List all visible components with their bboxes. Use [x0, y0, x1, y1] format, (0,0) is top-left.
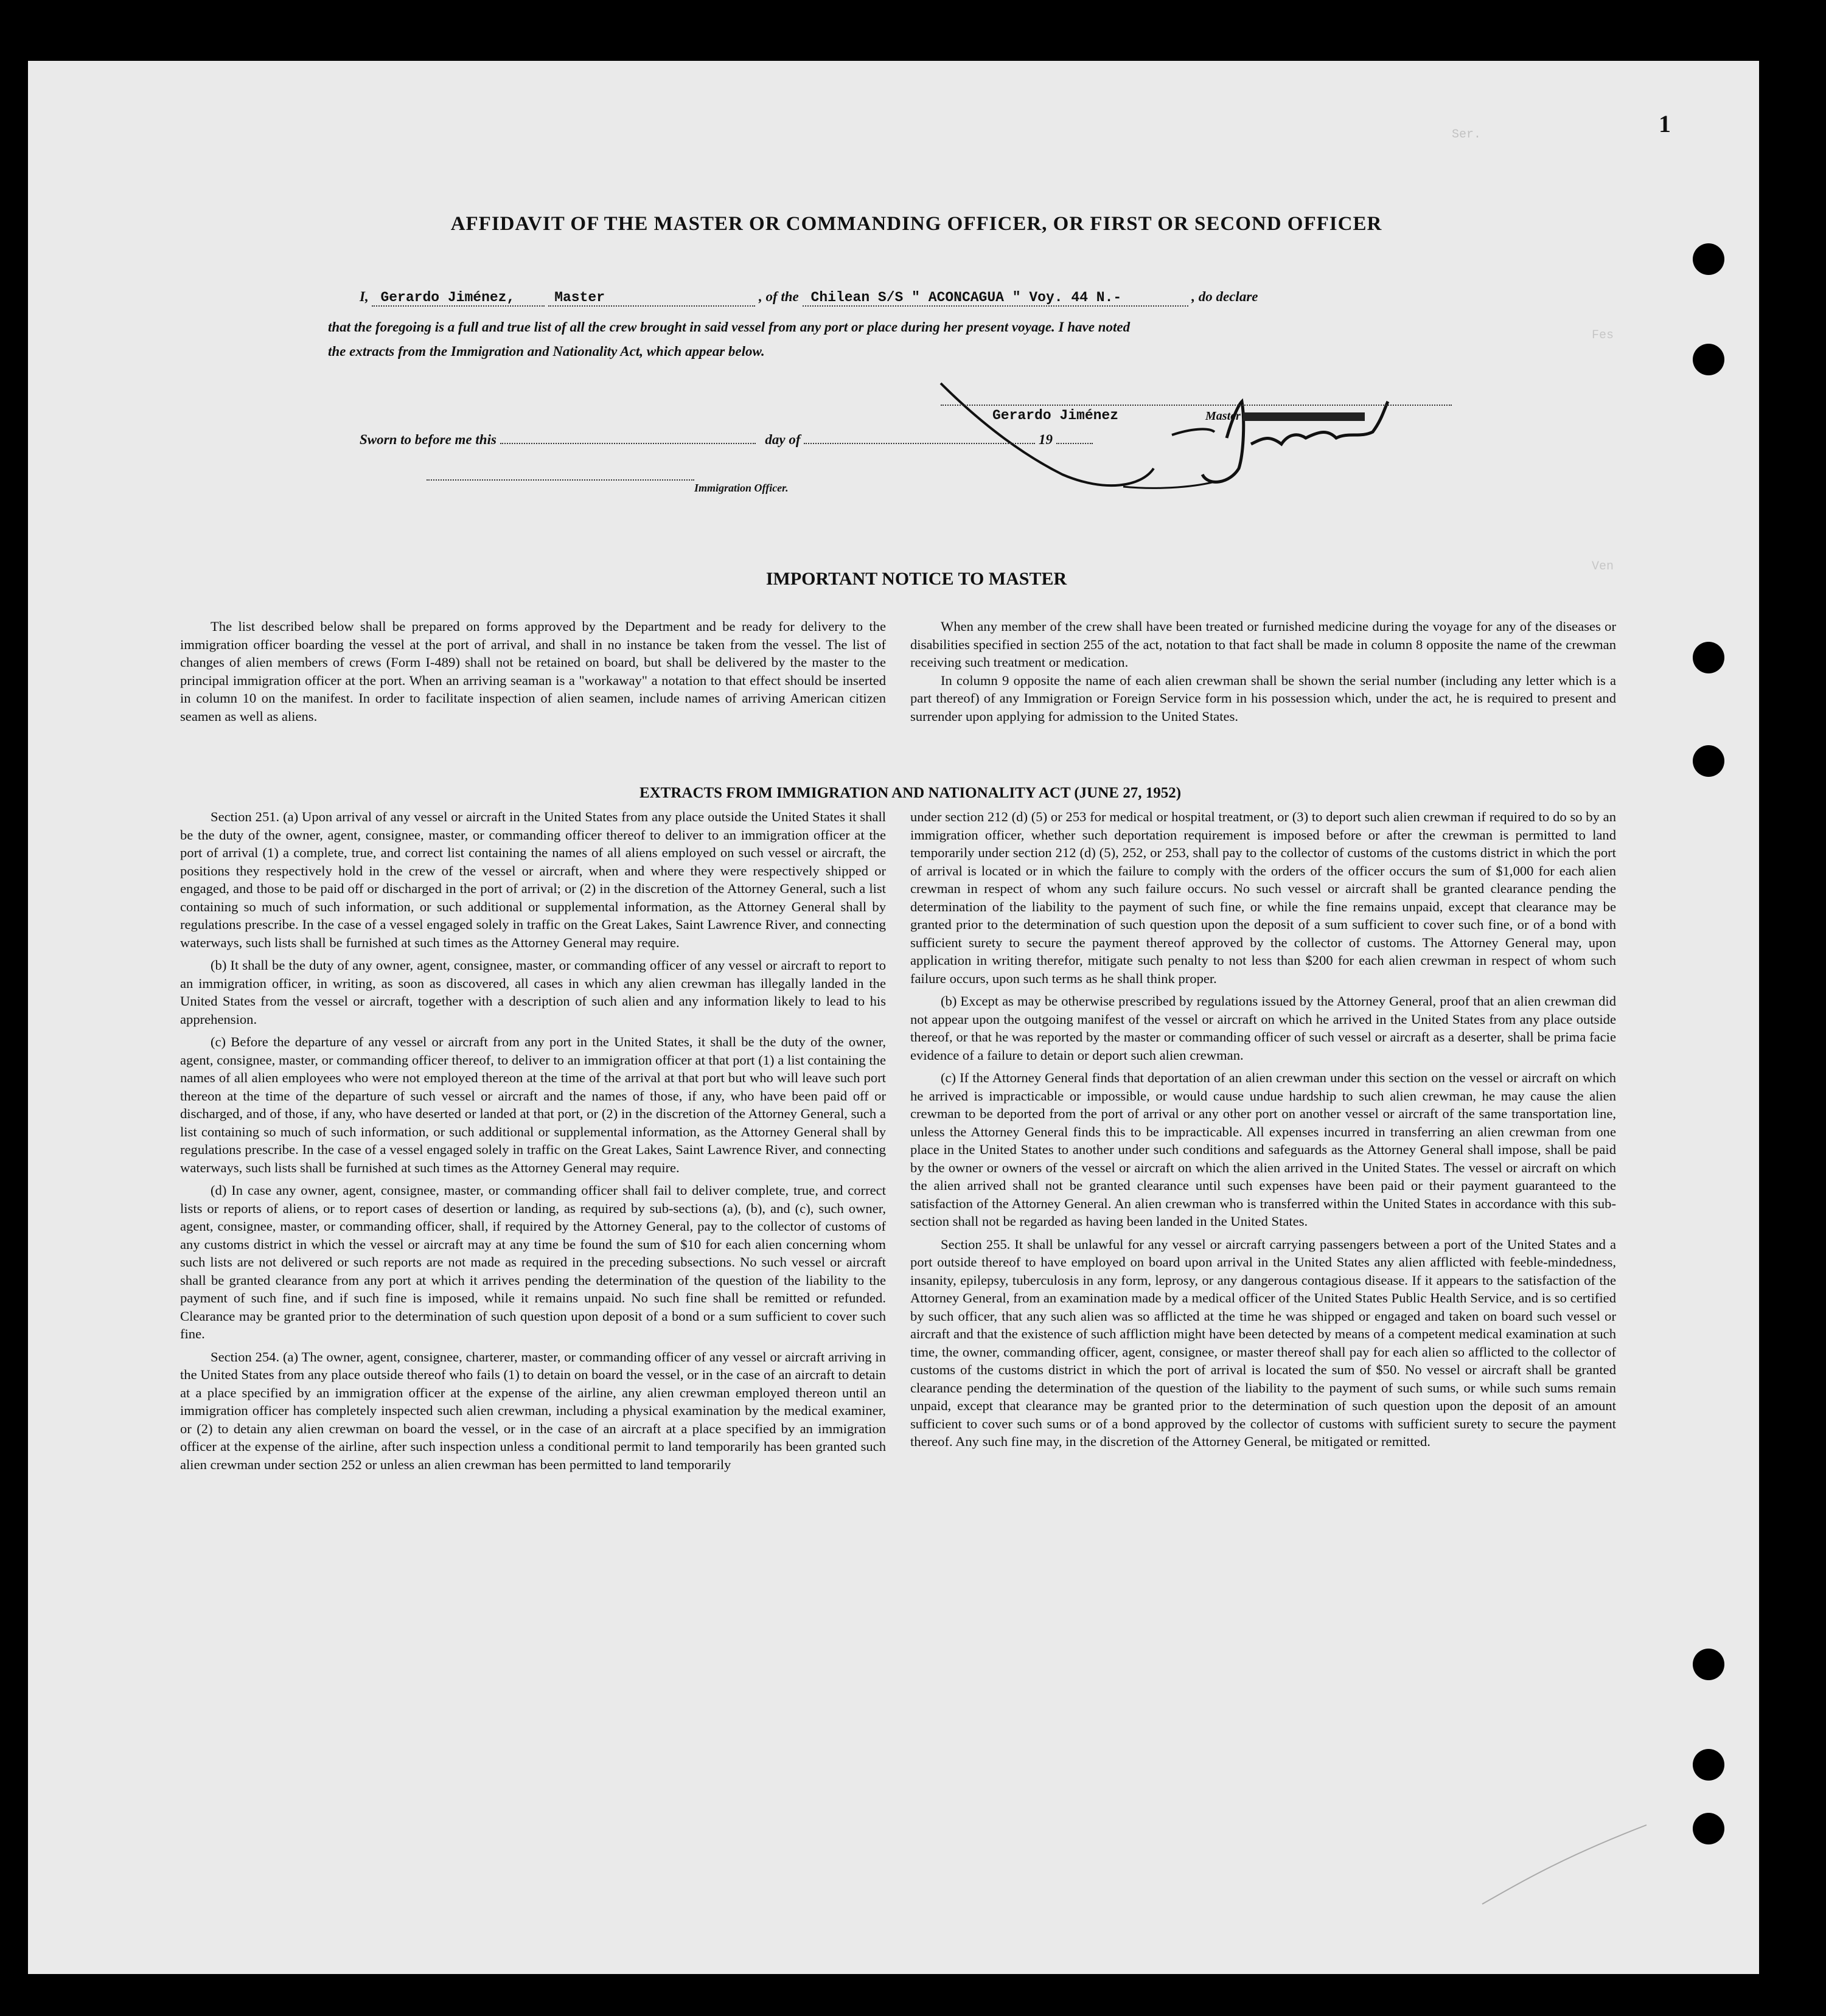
left-paragraph: (c) Before the departure of any vessel or aircraft from any port in the United States, it shall be the duty of the owner, agent, consignee, master, or commanding officer thereof, to deliver to an immigration officer at that port (1) a list containing the names of all alien employees who were not employed thereon at the time of the arrival at that port but who will leave such port thereon at the time of the departure of such vessel or aircraft and the names of those, if any, who have been paid off or discharged, and of those, if any, who have deserted or landed at that port, or (2) in the discretion of the Attorney General, such a list containing so much of such information, or such additional or supplemental information, as the Attorney General shall by regulations prescribe. In the case of a vessel engaged solely in traffic on the Great Lakes, Saint Lawrence River, and connecting waterways, such lists shall be furnished at such times as the Attorney General may require. — [180, 1034, 886, 1175]
punch-hole — [1693, 1813, 1724, 1844]
document-page: Ser. Fes Ven 1 AFFIDAVIT OF THE MASTER OR COMMANDING OFFICER, OR FIRST OR SECOND OFFICER I, Gerardo Jiménez, Master , of the Chilean S/S " ACONCAGUA " Voy. 44 N.- , do declare that the foregoing is a full and true list of all the crew brought in said vessel from any port or place during her present voyage. I have noted the extracts from the Immigration and Nationality Act, which appear below. Gerardo Jiménez Master Sworn to before me this day of 19 Immigration Officer. IMPORTANT NOTICE TO MASTER The list described below shall be prepared on forms approved by the Department and be ready for delivery to the immigration officer boarding the vessel at the port of arrival, and shall in no instance be taken from the vessel. The list of changes of alien members of crews (Form I-489) shall not be retained on board, but shall be delivered by the master to the principal immigration officer at the port. When an arriving seaman is a "workaway" a notation to that effect should be inserted in column 10 on the manifest. In order to facilitate inspection of alien seamen, include names of arriving American citizen seamen as well as aliens. When any member of the crew shall have been treated or furnished medicine during the voyage for any of the diseases or disabilities specified in section 255 of the act, notation to that fact shall be made in column 8 opposite the name of the crewman receiving such treatment or medication. In column 9 opposite the name of each alien crewman shall be shown the serial number (including any letter which is a part thereof) of any Immigration or Foreign Service form in his possession which, under the act, he is required to present and surrender upon applying for admission to the United States. EXTRACTS FROM IMMIGRATION AND NATIONALITY ACT (JUNE 27, 1952) Section 251. (a) Upon arrival of any vessel or aircraft in the United States from any place outside the United States it shall be the duty of the owner, agent, consignee, master, or commanding officer thereof to deliver to an immigration officer at the port of arrival (1) a complete, true, and correct list containing the names of all aliens employed on such vessel or aircraft, the positions they respectively hold in the crew of the vessel or aircraft, when and where they were respectively shipped or engaged, and those to be paid off or discharged in the port of arrival; or (2) in the discretion of the Attorney General, such a list containing so much of such information, or such additional or supplemental information, as the Attorney General shall by regulations prescribe. In the case of a vessel engaged solely in traffic on the Great Lakes, Saint Lawrence River, and connecting waterways, such lists shall be furnished at such times as the Attorney General may require. (b) It shall be the duty of any owner, agent, consignee, master, or commanding officer of any vessel or aircraft to report to an immigration officer, in writing, as soon as discovered, all cases in which any alien crewman has illegally landed in the United States from the vessel or aircraft, together with a description of such alien and any information likely to lead to his apprehension. (c) Before the departure of any vessel or aircraft from any port in the United States, it shall be the duty of the owner, agent, consignee, master, or commanding officer thereof, to deliver to an immigration officer at that port (1) a list containing the names of all alien employees who were not employed thereon at the time of the arrival at that port but who will leave such port thereon at the time of the departure of such vessel or aircraft and the names of those, if any, who have been paid off or discharged, and of those, if any, who have deserted or landed at that port, or (2) in the discretion of the Attorney General, such a list containing so much of such information, or such additional or supplemental information, as the Attorney General shall by regulations prescribe. In the case of a vessel engaged solely in traffic on the Great Lakes, Saint Lawrence River, and connecting waterways, such lists shall be furnished at such times as the Attorney General may require. (d) In case any owner, agent, consignee, master, or commanding officer shall fail to deliver complete, true, and correct lists or reports of aliens, or to report cases of desertion or landing, as required by sub-sections (a), (b), and (c), such owner, agent, consignee, master, or commanding officer, shall, if required by the Attorney General, pay to the collector of customs of any customs district in which the vessel or aircraft may at any time be found the sum of $10 for each alien concerning whom such lists are not delivered or such reports are not made as required in the preceding subsections. No such vessel or aircraft shall be granted clearance from any port at which it arrives pending the determination of the question of the liability to the payment of such fine, and if such fine is imposed, while it remains unpaid. No such fine shall be remitted or refunded. Clearance may be granted prior to the determination of such question upon deposit of a bond or a sum sufficient to cover such fine. Section 254. (a) The owner, agent, consignee, charterer, master, or commanding officer of any vessel or aircraft arriving in the United States from any place outside thereof who fails (1) to detain on board the vessel, or in the case of an aircraft to detain at a place specified by an immigration officer at the expense of the airline, any alien crewman employed thereon until an immigration officer has completely inspected such alien crewman, including a physical examination by the medical examiner, or (2) to detain any alien crewman on board the vessel, or in the case of an aircraft at a place specified by an immigration officer at the expense of the airline, after such inspection unless a conditional permit to land temporarily has been granted such alien crewman under section 252 or unless an alien crewman has been permitted to land temporarily under section 212 (d) (5) or 253 for medical or hospital treatment, or (3) to deport such alien crewman if required to do so by an immigration officer, whether such deportation requirement is imposed before or after the crewman is permitted to land temporarily under section 212 (d) (5), 252, or 253, shall pay to the collector of customs of the customs district in which the port of arrival is located or in which the failure to comply with the orders of the officer occurs the sum of $1,000 for each alien crewman in respect of whom any such failure occurs. No such vessel or aircraft shall be granted clearance pending the determination of the liability to the payment of such fine, or while the fine remains unpaid, except that clearance may be granted prior to the determination of such question upon the deposit of a sum sufficient to cover such fine, or of a bond with sufficient surety to secure the payment thereof approved by the collector of customs. The Attorney General may, upon application in writing therefor, mitigate such penalty to not less than $200 for each alien crewman in respect of whom such failure occurs, upon such terms as he shall think proper. (b) Except as may be otherwise prescribed by regulations issued by the Attorney General, proof that an alien crewman did not appear upon the outgoing manifest of the vessel or aircraft on which he arrived in the United States from any place outside thereof, or that he was reported by the master or commanding officer of such vessel or aircraft as a deserter, shall be prima facie evidence of a failure to detain or deport such alien crewman. (c) If the Attorney General finds that deportation of an alien crewman under this section on the vessel or aircraft on which he arrived is impracticable or impossible, or would cause undue hardship to such alien crewman, he may cause the alien crewman to be deported from the port of arrival or any other port on another vessel or aircraft of the same transportation line, unless the Attorney General finds this to be impracticable. All expenses incurred in transferring an alien crewman from one place in the United States to another under such conditions and safeguards as the Attorney General shall impose, shall be paid by the owner or owners of the vessel or aircraft on which the alien arrived in the United States. The vessel or aircraft on which the alien arrived shall not be granted clearance until such expenses have been paid or their payment guaranteed to the satisfaction of the Attorney General. An alien crewman who is transferred within the United States in accordance with this sub-section shall not be regarded as having been landed in the United States. Section 255. It shall be unlawful for any vessel or aircraft carrying passengers between a port of the United States and a port outside thereof to have employed on board upon arrival in the United States any alien afflicted with feeble-mindedness, insanity, epilepsy, tuberculosis in any form, leprosy, or any dangerous contagious disease. If it appears to the satisfaction of the Attorney General, from an examination made by a medical officer of the United States Public Health Service, and is so certified by such officer, that any such alien was so afflicted at the time he was shipped or engaged and taken on board such vessel or aircraft and that the existence of such affliction might have been detected by means of a competent medical examination at such time, the owner, commanding officer, agent, consignee, or master thereof shall pay for each alien so afflicted to the collector of customs of the customs district in which the port of arrival is located the sum of $50. No vessel or aircraft shall be granted clearance pending the determination of the question of the liability to the payment of such sums, or while such sums remain unpaid, except that clearance may be granted prior to the determination of such question upon the deposit of an amount sufficient to cover such sums or of a bond approved by the collector of customs with sufficient surety to secure the payment thereof. Any such fine may, in the discretion of the Attorney General, be mitigated or remitted. — [28, 61, 1759, 1974]
corner-mark: 1 — [1659, 110, 1671, 137]
notice-right — [910, 617, 1616, 725]
right-column — [910, 808, 1616, 1451]
vessel-value: Chilean S/S " ACONCAGUA " Voy. 44 N.- — [810, 290, 1122, 305]
notice-left — [180, 617, 886, 725]
sworn-line — [360, 432, 1093, 448]
page-title: AFFIDAVIT OF THE MASTER OR COMMANDING OFFICER, OR FIRST OR SECOND OFFICER — [450, 213, 1382, 235]
right-paragraph: Section 255. It shall be unlawful for any vessel or aircraft carrying passengers between a port of the United States and a port outside thereof to have employed on board upon arrival in the United States any alien afflicted with feeble-mindedness, insanity, epilepsy, tuberculosis in any form, leprosy, or any dangerous contagious disease. If it appears to the satisfaction of the Attorney General, from an examination made by a medical officer of the United States Public Health Service, and is so certified by such officer, that any such alien was so afflicted at the time he was shipped or engaged and taken on board such vessel or aircraft and that the existence of such affliction might have been detected by means of a competent medical examination at such time, the owner, commanding officer, agent, consignee, or master thereof shall pay for each alien so afflicted to the collector of customs of the customs district in which the port of arrival is located the sum of $50. No vessel or aircraft shall be granted clearance pending the determination of the question of the liability to the payment of such sums, or while such sums remain unpaid, except that clearance may be granted prior to the determination of such question upon the deposit of an amount sufficient to cover such sums or of a bond approved by the collector of customs with sufficient surety to secure the payment thereof. Any such fine may, in the discretion of the Attorney General, be mitigated or remitted. — [910, 1236, 1616, 1449]
label-do-declare: , do declare — [1191, 289, 1258, 304]
signed-rank-text: Master — [1205, 409, 1241, 423]
officer-label: Immigration Officer. — [694, 482, 789, 494]
punch-hole — [1693, 1749, 1724, 1781]
right-paragraph: (c) If the Attorney General finds that deportation of an alien crewman under this section on the vessel or aircraft on which he arrived is impracticable or impossible, or would cause undue hardship to such alien crewman, he may cause the alien crewman to be deported from the port of arrival or any other port on another vessel or aircraft of the same transportation line, unless the Attorney General finds this to be impracticable. All expenses incurred in transferring an alien crewman from one place in the United States to another under such conditions and safeguards as the Attorney General shall impose, shall be paid by the owner or owners of the vessel or aircraft on which the alien arrived in the United States. The vessel or aircraft on which the alien arrived shall not be granted clearance until such expenses have been paid or their payment guaranteed to the satisfaction of the Attorney General. An alien crewman who is transferred within the United States in accordance with this sub-section shall not be regarded as having been landed in the United States. — [910, 1070, 1616, 1229]
rank-field — [548, 290, 755, 307]
left-paragraph: (b) It shall be the duty of any owner, agent, consignee, master, or commanding officer of any vessel or aircraft to report to an immigration officer, in writing, as soon as discovered, all cases in which any alien crewman has illegally landed in the United States from the vessel or aircraft, together with a description of such alien and any information likely to lead to his apprehension. — [180, 958, 886, 1027]
punch-hole — [1693, 745, 1724, 777]
signature — [922, 347, 1470, 505]
signature-line — [941, 405, 1452, 406]
officer-signature-line — [427, 479, 694, 481]
punch-hole — [1693, 642, 1724, 673]
sworn-month-field — [804, 443, 1035, 444]
rank-value: Master — [554, 290, 605, 305]
affidavit-line-3: the extracts from the Immigration and Nationality Act, which appear below. — [328, 344, 765, 359]
notice-right-text-2: In column 9 opposite the name of each alien crewman shall be shown the serial number (including any letter which is a part thereof) of any Immigration or Foreign Service form in his possession which, under the act, he is required to present and surrender upon applying for admission to the United States. — [910, 672, 1616, 724]
right-paragraph: under section 212 (d) (5) or 253 for medical or hospital treatment, or (3) to deport such alien crewman if required to do so by an immigration officer, whether such deportation requirement is imposed before or after the crewman is permitted to land temporarily under section 212 (d) (5), 252, or 253, shall pay to the collector of customs of the customs district in which the port of arrival is located or in which the failure to comply with the orders of the officer occurs the sum of $1,000 for each alien crewman in respect of whom any such failure occurs. No such vessel or aircraft shall be granted clearance pending the determination of the liability to the payment of such fine, or while the fine remains unpaid, except that clearance may be granted prior to the determination of such question upon the deposit of a sum sufficient to cover such fine, or of a bond with sufficient surety to secure the payment thereof approved by the collector of customs. The Attorney General may, upon application in writing therefor, mitigate such penalty to not less than $200 for each alien crewman in respect of whom such failure occurs, upon such terms as he shall think proper. — [910, 809, 1616, 986]
notice-title: IMPORTANT NOTICE TO MASTER — [765, 569, 1067, 589]
left-paragraph: Section 254. (a) The owner, agent, consignee, charterer, master, or commanding officer of any vessel or aircraft arriving in the United States from any place outside thereof who fails (1) to detain on board the vessel, or in the case of an aircraft to detain at a place specified by an immigration officer at the expense of the airline, any alien crewman employed thereon until an immigration officer has completely inspected such alien crewman, including a physical examination by the medical examiner, or (2) to detain any alien crewman on board the vessel, or in the case of an aircraft at a place specified by an immigration officer at the expense of the airline, after such inspection unless a conditional permit to land temporarily has been granted such alien crewman under section 252 or unless an alien crewman has been permitted to land temporarily — [180, 1349, 886, 1472]
signed-name: Gerardo Jiménez — [992, 408, 1119, 423]
notice-left-text: The list described below shall be prepared on forms approved by the Department and be ready for delivery to the immigration officer boarding the vessel at the port of arrival, and shall in no instance be taken from the vessel. The list of changes of alien members of crews (Form I-489) shall not be retained on board, but shall be delivered by the master to the principal immigration officer at the port. When an arriving seaman is a "workaway" a notation to that effect should be inserted in column 10 on the manifest. In order to facilitate inspection of alien seamen, include names of arriving American citizen seamen as well as aliens. — [180, 619, 886, 724]
punch-hole — [1693, 1649, 1724, 1680]
punch-hole — [1693, 243, 1724, 275]
signed-rank — [1205, 409, 1365, 423]
master-name-field — [372, 290, 545, 307]
label-of-the: , of the — [758, 289, 799, 304]
notice-right-text-1: When any member of the crew shall have been treated or furnished medicine during the voyage for any of the diseases or disabilities specified in section 255 of the act, notation to that fact shall be made in column 8 opposite the name of the crewman receiving such treatment or medication. — [910, 619, 1616, 670]
label-year: 19 — [1039, 432, 1053, 447]
label-i: I, — [360, 289, 369, 304]
left-column — [180, 808, 886, 1473]
master-name: Gerardo Jiménez, — [380, 290, 515, 305]
vessel-field — [803, 290, 1188, 307]
label-day-of: day of — [765, 432, 801, 447]
sworn-year-field — [1056, 443, 1093, 444]
label-sworn: Sworn to before me this — [360, 432, 497, 447]
affidavit-line-2: that the foregoing is a full and true list of all the crew brought in said vessel from any port or place during her present voyage. I have noted — [328, 319, 1131, 335]
right-paragraph: (b) Except as may be otherwise prescribed by regulations issued by the Attorney General, proof that an alien crewman did not appear upon the outgoing manifest of the vessel or aircraft on which he arrived in the United States from any place outside thereof, or that he was reported by the master or commanding officer of such vessel or aircraft as a deserter, shall be prima facie evidence of a failure to detain or deport such alien crewman. — [910, 993, 1616, 1063]
left-paragraph: (d) In case any owner, agent, consignee, master, or commanding officer shall fail to deliver complete, true, and correct lists or reports of aliens, or to report cases of desertion or landing, as required by sub-sections (a), (b), and (c), such owner, agent, consignee, master, or commanding officer, shall, if required by the Attorney General, pay to the collector of customs of any customs district in which the vessel or aircraft may at any time be found the sum of $10 for each alien concerning whom such lists are not delivered or such reports are not made as required in the preceding subsections. No such vessel or aircraft shall be granted clearance from any port at which it arrives pending the determination of the question of the liability to the payment of such fine, and if such fine is imposed, while it remains unpaid. No such fine shall be remitted or refunded. Clearance may be granted prior to the determination of such question upon deposit of a bond or a sum sufficient to cover such fine. — [180, 1183, 886, 1341]
left-paragraph: Section 251. (a) Upon arrival of any vessel or aircraft in the United States from any place outside the United States it shall be the duty of the owner, agent, consignee, master, or commanding officer thereof to deliver to an immigration officer at the port of arrival (1) a complete, true, and correct list containing the names of all aliens employed on such vessel or aircraft, the positions they respectively hold in the crew of the vessel or aircraft, when and where they were respectively shipped or engaged, and those to be paid off or discharged in the port of arrival; or (2) in the discretion of the Attorney General, such a list containing so much of such information, or such additional or supplemental information, as the Attorney General shall by regulations prescribe. In the case of a vessel engaged solely in traffic on the Great Lakes, Saint Lawrence River, and connecting waterways, such lists shall be furnished at such times as the Attorney General may require. — [180, 809, 886, 950]
punch-hole — [1693, 344, 1724, 375]
pencil-scribble — [1476, 1813, 1659, 1910]
affidavit-line-1 — [360, 289, 1258, 307]
sworn-day-field — [500, 443, 756, 444]
extracts-title: EXTRACTS FROM IMMIGRATION AND NATIONALITY ACT (JUNE 27, 1952) — [639, 785, 1182, 801]
